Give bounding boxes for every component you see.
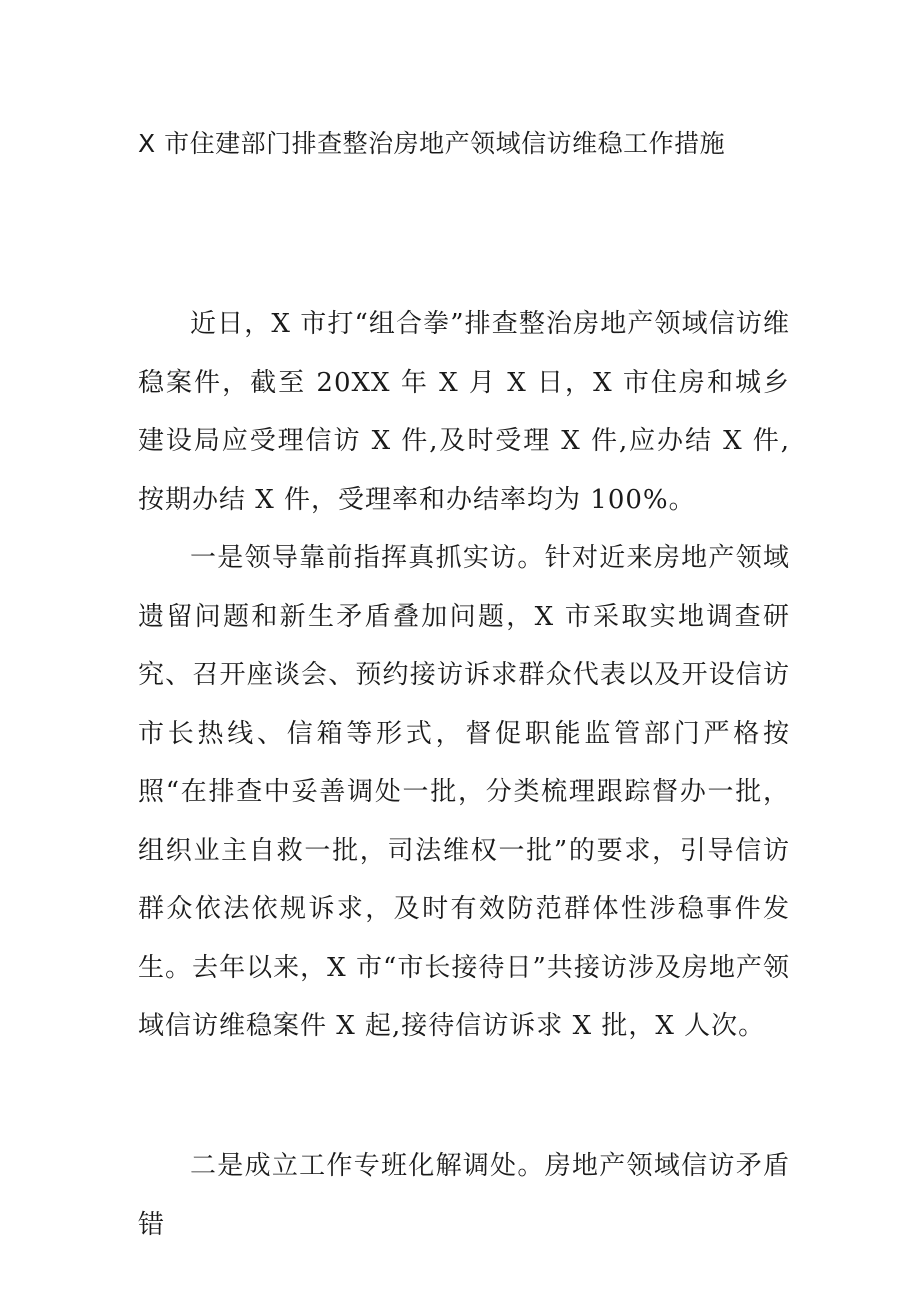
- paragraph-leadership: 一是领导靠前指挥真抓实访。针对近来房地产领域遗留问题和新生矛盾叠加问题，X 市采取实地调查研究、召开座谈会、预约接访诉求群众代表以及开设信访市长热线、信箱等形式，督促职能监管部门严格按照“在排查中妥善调处一批，分类梳理跟踪督办一批，组织业主自救一批，司法维权一批”的要求，引导信访群众依法依规诉求，及时有效防范群体性涉稳事件发生。去年以来，X 市“市长接待日”共接访涉及房地产领域信访维稳案件 X 起,接待信访诉求 X 批，X 人次。: [138, 543, 790, 1041]
- document-title: X 市住建部门排查整治房地产领域信访维稳工作措施: [138, 129, 726, 158]
- paragraph-task-force: 二是成立工作专班化解调处。房地产领域信访矛盾错: [138, 1151, 790, 1240]
- paragraph-intro: 近日，X 市打“组合拳”排查整治房地产领域信访维稳案件，截至 20XX 年 X 月 X 日，X 市住房和城乡建设局应受理信访 X 件,及时受理 X 件,应办结 X 件,按期办结 X 件，受理率和办结率均为 100%。: [138, 309, 790, 515]
